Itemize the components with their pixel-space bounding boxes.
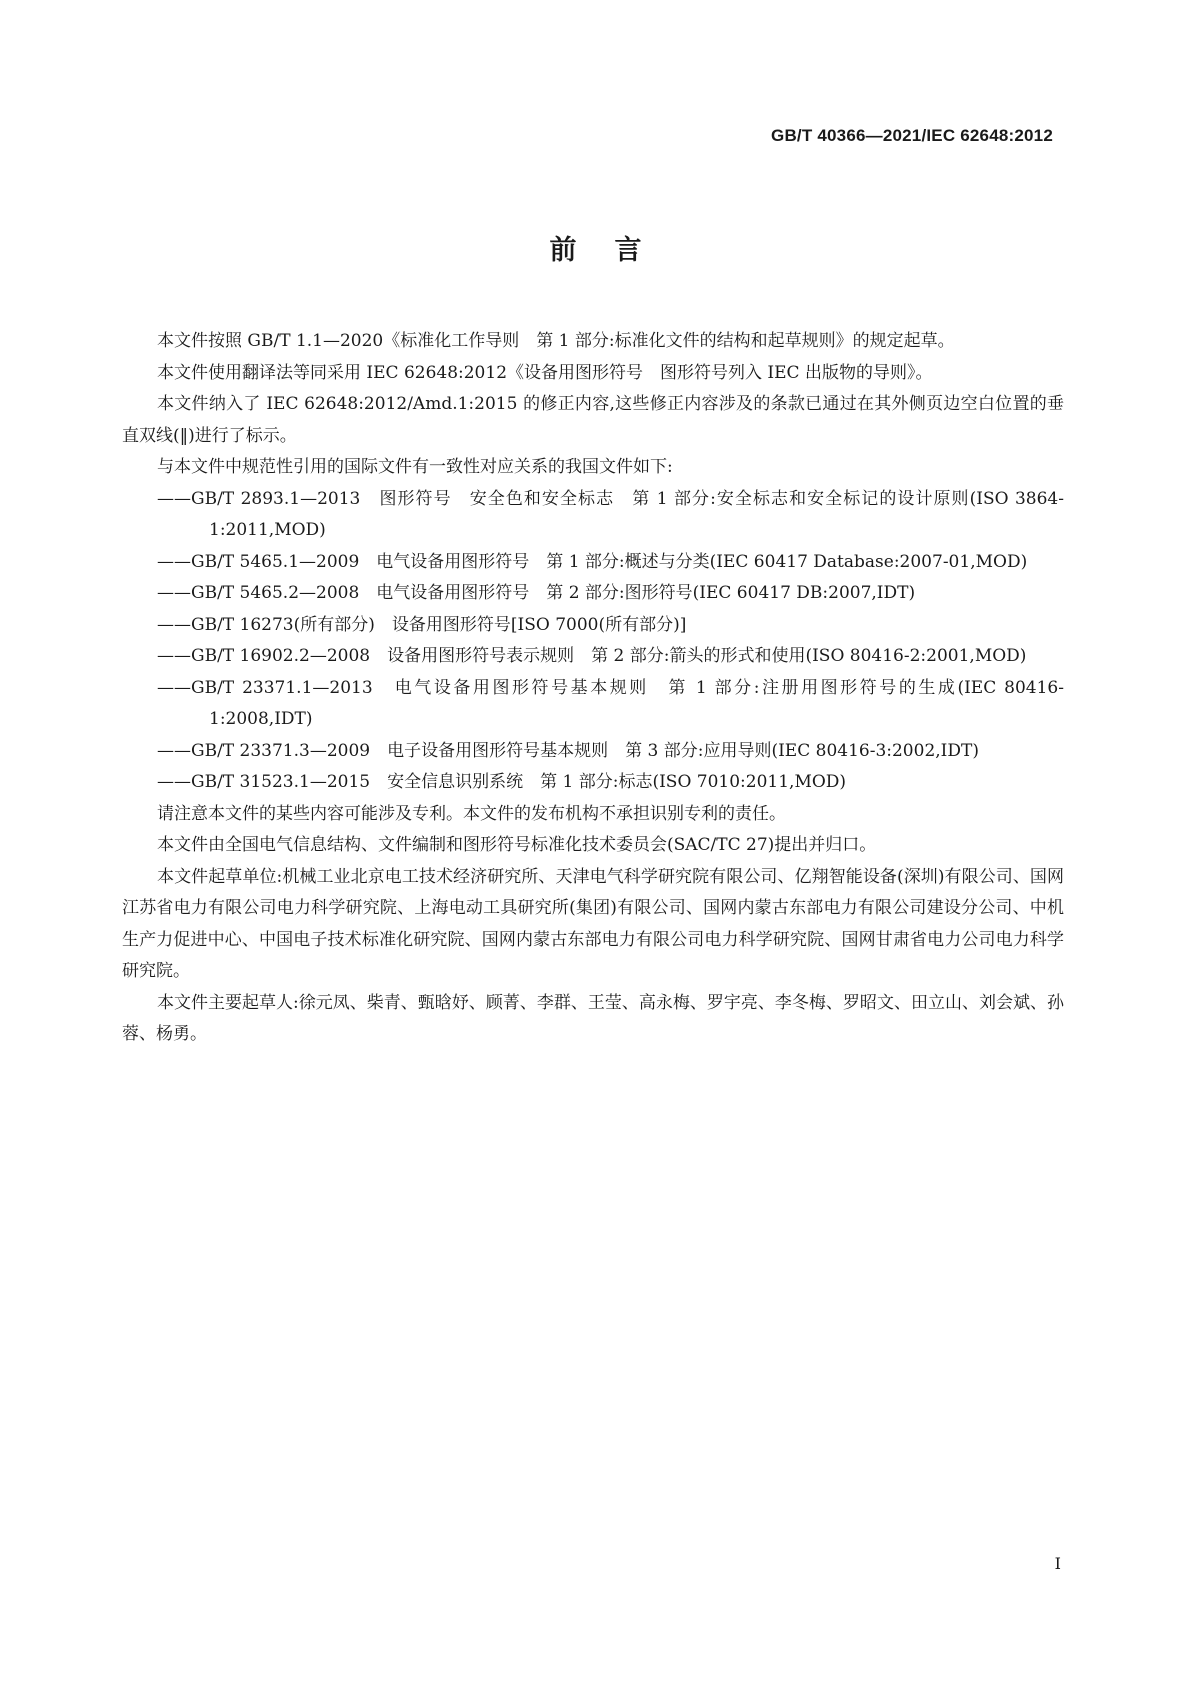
reference-item: ——GB/T 23371.1—2013 电气设备用图形符号基本规则 第 1 部分:注册用图形符号的生成(IEC 80416-1:2008,IDT): [157, 677, 1064, 729]
reference-item: ——GB/T 16273(所有部分) 设备用图形符号[ISO 7000(所有部分)]: [157, 614, 687, 635]
paragraph-drafting-rules: 本文件按照 GB/T 1.1—2020《标准化工作导则 第 1 部分:标准化文件的结构和起草规则》的规定起草。: [157, 331, 955, 351]
paragraph-amendment: 本文件纳入了 IEC 62648:2012/Amd.1:2015 的修正内容,这些修正内容涉及的条款已通过在其外侧页边空白位置的垂直双线(‖)进行了标示。: [122, 394, 1064, 446]
reference-item: ——GB/T 23371.3—2009 电子设备用图形符号基本规则 第 3 部分:应用导则(IEC 80416-3:2002,IDT): [157, 740, 979, 761]
reference-item: ——GB/T 2893.1—2013 图形符号 安全色和安全标志 第 1 部分:安全标志和安全标记的设计原则(ISO 3864-1:2011,MOD): [157, 488, 1064, 540]
paragraph-adoption: 本文件使用翻译法等同采用 IEC 62648:2012《设备用图形符号 图形符号列入 IEC 出版物的导则》。: [157, 362, 933, 383]
page-title: 前言: [549, 235, 680, 266]
reference-item: ——GB/T 5465.1—2009 电气设备用图形符号 第 1 部分:概述与分类(IEC 60417 Database:2007-01,MOD): [157, 551, 1028, 572]
paragraph-references-intro: 与本文件中规范性引用的国际文件有一致性对应关系的我国文件如下:: [157, 457, 673, 477]
paragraph-patent-notice: 请注意本文件的某些内容可能涉及专利。本文件的发布机构不承担识别专利的责任。: [157, 803, 786, 824]
foreword-body: [122, 326, 1064, 1051]
paragraph-drafters: 本文件主要起草人:徐元凤、柴青、甄晗妤、顾菁、李群、王莹、高永梅、罗宇亮、李冬梅、罗昭文、田立山、刘会斌、孙蓉、杨勇。: [122, 992, 1064, 1044]
standard-code-header: GB/T 40366—2021/IEC 62648:2012: [771, 126, 1053, 145]
reference-item: ——GB/T 16902.2—2008 设备用图形符号表示规则 第 2 部分:箭头的形式和使用(ISO 80416-2:2001,MOD): [157, 646, 1027, 666]
paragraph-committee: 本文件由全国电气信息结构、文件编制和图形符号标准化技术委员会(SAC/TC 27)提出并归口。: [157, 835, 877, 855]
paragraph-drafting-units: 本文件起草单位:机械工业北京电工技术经济研究所、天津电气科学研究院有限公司、亿翔智能设备(深圳)有限公司、国网江苏省电力有限公司电力科学研究院、上海电动工具研究所(集团)有限公司、国网内蒙古东部电力有限公司建设分公司、中机生产力促进中心、中国电子技术标准化研究院、国网内蒙古东部电力有限公司电力科学研究院、国网甘肃省电力公司电力科学研究院。: [122, 866, 1064, 981]
reference-item: ——GB/T 5465.2—2008 电气设备用图形符号 第 2 部分:图形符号(IEC 60417 DB:2007,IDT): [157, 583, 916, 603]
reference-item: ——GB/T 31523.1—2015 安全信息识别系统 第 1 部分:标志(ISO 7010:2011,MOD): [157, 772, 847, 792]
page-number: I: [1054, 1554, 1061, 1573]
